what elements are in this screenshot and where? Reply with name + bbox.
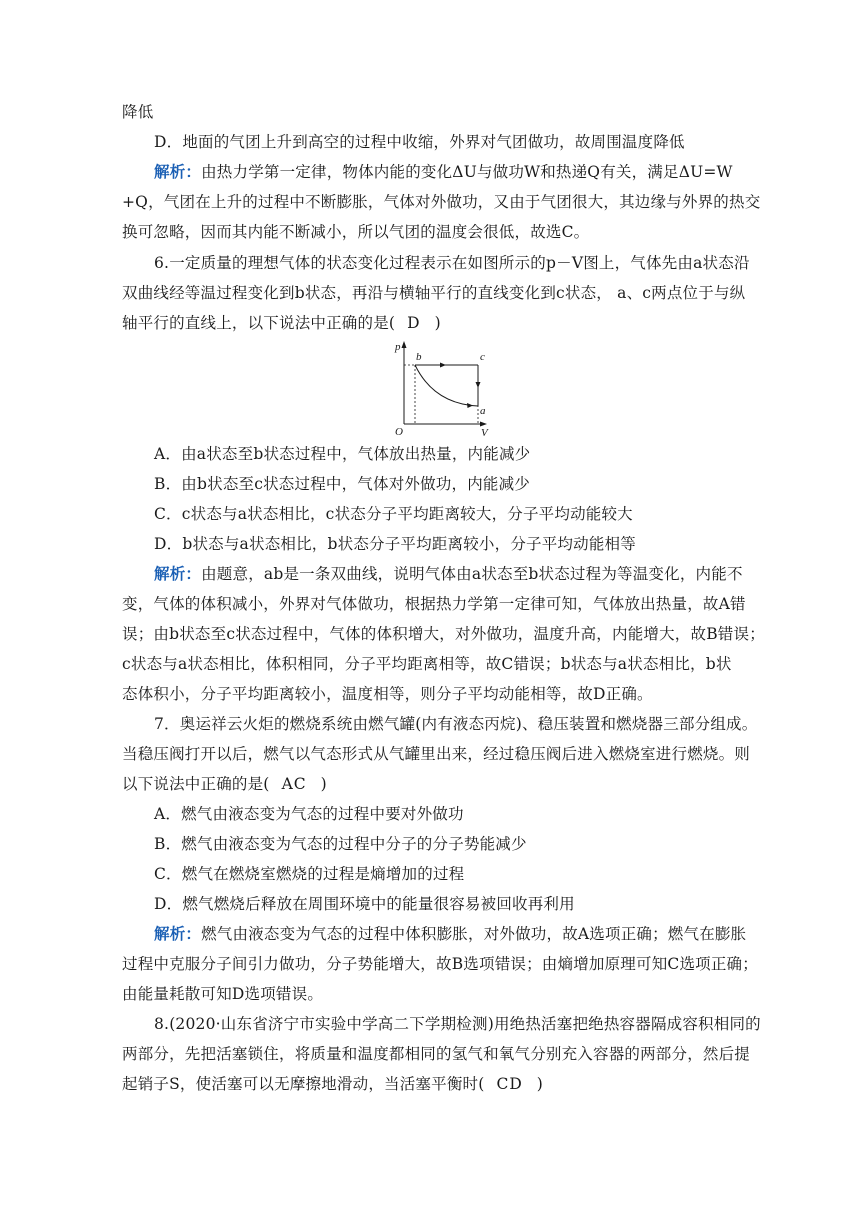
explanation-label: 解析： [154, 924, 202, 943]
explanation-line [154, 923, 794, 945]
explanation-line [154, 563, 794, 585]
label-c: c [480, 351, 485, 363]
pv-diagram [384, 338, 494, 438]
option-a: A．由a状态至b状态过程中，气体放出热量，内能减少 [154, 445, 531, 463]
text-line: 降低 [122, 103, 154, 121]
label-o: O [395, 426, 403, 438]
question-8-stem [122, 1073, 762, 1095]
explanation-text: 由热力学第一定律，物体内能的变化ΔU与做功W和热递Q有关，满足ΔU=W [201, 163, 733, 181]
explanation-line: 变，气体的体积减小，外界对气体做功，根据热力学第一定律可知，气体放出热量，故A错 [122, 595, 746, 613]
stem-text: 起销子S，使活塞可以无摩擦地滑动，当活塞平衡时( [122, 1075, 485, 1093]
v-axis-arrow-icon [480, 422, 487, 427]
answer: CD [496, 1075, 523, 1093]
question-6-stem: 6.一定质量的理想气体的状态变化过程表示在如图所示的p－V图上，气体先由a状态沿 [154, 254, 750, 272]
question-6-stem [122, 312, 762, 334]
label-p: p [395, 341, 401, 353]
question-7-stem: 7．奥运祥云火炬的燃烧系统由燃气罐(内有液态丙烷)、稳压装置和燃烧器三部分组成。 [154, 715, 758, 733]
arrow-down-icon [476, 382, 481, 388]
isotherm-curve [415, 365, 478, 406]
question-8-stem: 8.(2020·山东省济宁市实验中学高二下学期检测)用绝热活塞把绝热容器隔成容积相同的 [154, 1015, 761, 1033]
stem-text: ) [536, 1075, 544, 1093]
p-axis-arrow-icon [402, 341, 407, 348]
option-c: C．c状态与a状态相比，c状态分子平均距离较大，分子平均动能较大 [154, 505, 633, 523]
option-b: B．由b状态至c状态过程中，气体对外做功，内能减少 [154, 475, 530, 493]
explanation-line: +Q，气团在上升的过程中不断膨胀，气体对外做功，又由于气团很大，其边缘与外界的热交 [122, 193, 761, 211]
question-7-stem [122, 773, 762, 795]
explanation-label: 解析： [154, 162, 202, 181]
label-v: V [481, 427, 488, 438]
stem-text: ) [320, 775, 327, 793]
stem-text: ) [434, 314, 441, 332]
answer: D [407, 314, 421, 332]
stem-text: 以下说法中正确的是( [122, 775, 270, 793]
explanation-line: 由能量耗散可知D选项错误。 [122, 985, 324, 1003]
option-b: B．燃气由液态变为气态的过程中分子的分子势能减少 [154, 835, 527, 853]
explanation-line: 过程中克服分子间引力做功，分子势能增大，故B选项错误；由熵增加原理可知C选项正确； [122, 955, 758, 973]
explanation-text: 由题意，ab是一条双曲线，说明气体由a状态至b状态过程为等温变化，内能不 [201, 565, 743, 583]
answer: AC [281, 775, 307, 793]
option-d: D．b状态与a状态相比，b状态分子平均距离较小，分子平均动能相等 [154, 535, 636, 553]
question-8-stem: 两部分，先把活塞锁住，将质量和温度都相同的氢气和氧气分别充入容器的两部分，然后提 [122, 1045, 751, 1063]
arrow-curve-icon [467, 403, 473, 408]
label-b: b [416, 351, 422, 363]
explanation-label: 解析： [154, 564, 202, 583]
option-c: C．燃气在燃烧室燃烧的过程是熵增加的过程 [154, 865, 465, 883]
arrow-right-icon [440, 363, 446, 368]
option-d: D．燃气燃烧后释放在周围环境中的能量很容易被回收再利用 [154, 895, 575, 913]
explanation-line: 态体积小，分子平均距离较小，温度相等，则分子平均动能相等，故D正确。 [122, 685, 653, 703]
question-6-stem: 双曲线经等温过程变化到b状态，再沿与横轴平行的直线变化到c状态， a、c两点位于与纵 [122, 284, 746, 302]
question-7-stem: 当稳压阀打开以后，燃气以气态形式从气罐里出来，经过稳压阀后进入燃烧室进行燃烧。则 [122, 745, 751, 763]
label-a: a [480, 405, 486, 417]
explanation-text: 燃气由液态变为气态的过程中体积膨胀，对外做功，故A选项正确；燃气在膨胀 [201, 925, 747, 943]
option-d: D．地面的气团上升到高空的过程中收缩，外界对气团做功，故周围温度降低 [154, 133, 685, 151]
explanation-line [154, 161, 794, 183]
option-a: A．燃气由液态变为气态的过程中要对外做功 [154, 805, 464, 823]
explanation-line: c状态与a状态相比，体积相同，分子平均距离相等，故C错误；b状态与a状态相比，b状 [122, 655, 732, 673]
explanation-line: 换可忽略，因而其内能不断减小，所以气团的温度会很低，故选C。 [122, 223, 590, 241]
stem-text: 轴平行的直线上，以下说法中正确的是( [122, 314, 396, 332]
explanation-line: 误；由b状态至c状态过程中，气体的体积增大，对外做功，温度升高，内能增大，故B错误； [122, 625, 765, 643]
